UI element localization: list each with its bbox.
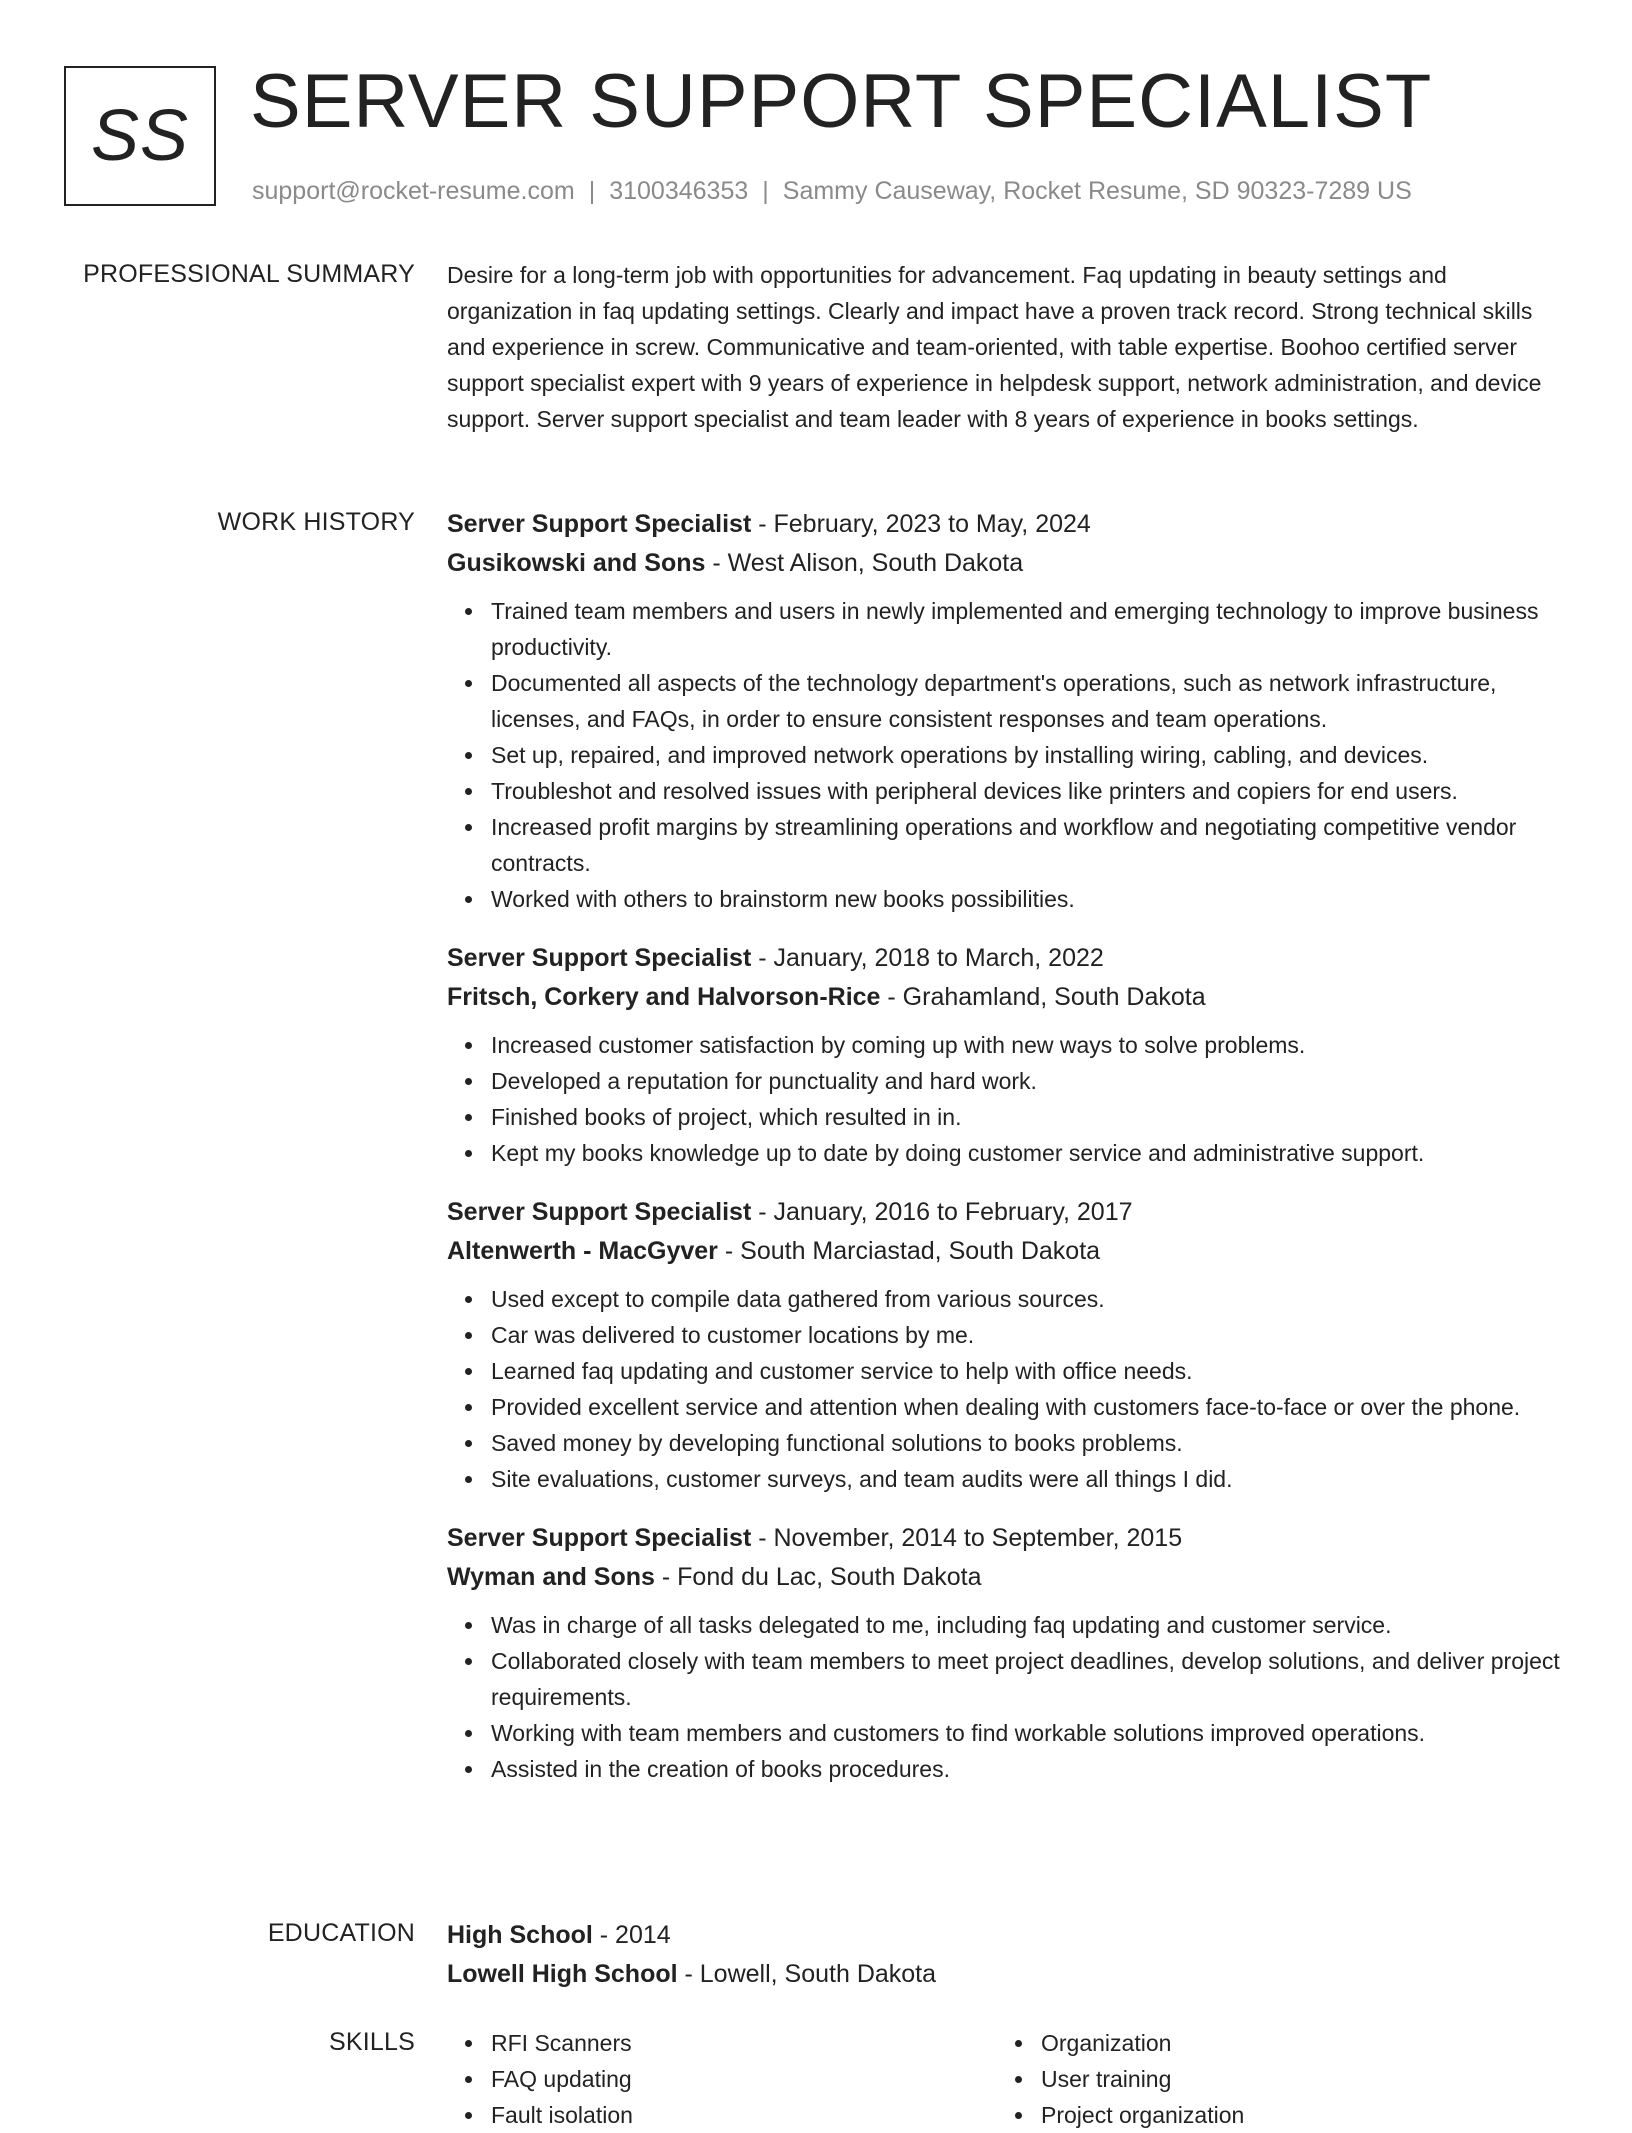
education-degree: High School: [447, 1921, 593, 1949]
skill-item: RFI Scanners: [491, 2025, 997, 2061]
job-bullets: [447, 1281, 1567, 1497]
work-history-body: [447, 505, 1567, 1809]
skill-item: Project organization: [1041, 2097, 1547, 2133]
section-heading: PROFESSIONAL SUMMARY: [83, 260, 415, 288]
job-bullets: [447, 1607, 1567, 1787]
skill-item: Organization: [1041, 2025, 1547, 2061]
job-dates: - January, 2018 to March, 2022: [751, 944, 1104, 972]
list-item: Site evaluations, customer surveys, and team audits were all things I did.: [491, 1461, 1567, 1497]
education-body: [447, 1916, 1567, 1994]
contact-line: [252, 174, 1412, 208]
job-title: Server Support Specialist: [447, 1198, 752, 1226]
list-item: Increased profit margins by streamlining operations and workflow and negotiating competitive vendor contracts.: [491, 809, 1567, 881]
list-item: Worked with others to brainstorm new books possibilities.: [491, 881, 1567, 917]
contact-phone[interactable]: 3100346353: [609, 177, 749, 205]
job-company-line: [447, 1232, 1567, 1271]
job-title: Server Support Specialist: [447, 1524, 752, 1552]
contact-email[interactable]: support@rocket-resume.com: [252, 177, 575, 205]
list-item: Assisted in the creation of books procedures.: [491, 1751, 1567, 1787]
job-entry: [447, 505, 1567, 917]
job-entry: [447, 1193, 1567, 1497]
education-location: - Lowell, South Dakota: [677, 1960, 937, 1988]
job-title: Server Support Specialist: [447, 510, 752, 538]
skills-list: [447, 2025, 997, 2133]
list-item: Developed a reputation for punctuality and hard work.: [491, 1063, 1567, 1099]
monogram-logo: SS: [64, 66, 216, 206]
education-school-line: [447, 1955, 1567, 1994]
job-location: - West Alison, South Dakota: [705, 549, 1024, 577]
list-item: Trained team members and users in newly implemented and emerging technology to improve business productivity.: [491, 593, 1567, 665]
list-item: Saved money by developing functional solutions to books problems.: [491, 1425, 1567, 1461]
summary-text: Desire for a long-term job with opportunities for advancement. Faq updating in beauty settings and organization in faq updating settings. Clearly and impact have a proven track record. Strong technical skills and experience in screw. Communicative and team-oriented, with table expertise. Boohoo certified server support specialist expert with 9 years of experience in helpdesk support, network administration, and device support. Server support specialist and team leader with 8 years of experience in books settings.: [447, 262, 1542, 432]
job-title-line: [447, 939, 1567, 978]
job-location: - South Marciastad, South Dakota: [717, 1237, 1101, 1265]
list-item: Troubleshot and resolved issues with peripheral devices like printers and copiers for end users.: [491, 773, 1567, 809]
job-title-line: [447, 1193, 1567, 1232]
job-dates: - November, 2014 to September, 2015: [751, 1524, 1183, 1552]
summary-body: [447, 257, 1567, 437]
job-title-line: [447, 1519, 1567, 1558]
section-heading: WORK HISTORY: [217, 508, 415, 536]
list-item: Car was delivered to customer locations by me.: [491, 1317, 1567, 1353]
education-year: - 2014: [592, 1921, 671, 1949]
section-heading: EDUCATION: [267, 1919, 415, 1947]
job-location: - Grahamland, South Dakota: [880, 983, 1206, 1011]
job-location: - Fond du Lac, South Dakota: [654, 1563, 982, 1591]
job-dates: - February, 2023 to May, 2024: [751, 510, 1091, 538]
list-item: Used except to compile data gathered from various sources.: [491, 1281, 1567, 1317]
skills-list: [997, 2025, 1547, 2133]
section-heading: SKILLS: [329, 2028, 415, 2056]
job-company-line: [447, 978, 1567, 1017]
resume-title: SERVER SUPPORT SPECIALIST: [250, 59, 1433, 144]
job-bullets: [447, 1027, 1567, 1171]
skill-item: Fault isolation: [491, 2097, 997, 2133]
education-school: Lowell High School: [447, 1960, 678, 1988]
skill-item: FAQ updating: [491, 2061, 997, 2097]
list-item: Collaborated closely with team members to meet project deadlines, develop solutions, and deliver project requirements.: [491, 1643, 1567, 1715]
job-entry: [447, 939, 1567, 1171]
list-item: Set up, repaired, and improved network operations by installing wiring, cabling, and devices.: [491, 737, 1567, 773]
skills-column-right: [997, 2025, 1547, 2133]
skills-body: [447, 2025, 1567, 2133]
job-company-line: [447, 1558, 1567, 1597]
list-item: Increased customer satisfaction by coming up with new ways to solve problems.: [491, 1027, 1567, 1063]
list-item: Working with team members and customers to find workable solutions improved operations.: [491, 1715, 1567, 1751]
list-item: Finished books of project, which resulted in in.: [491, 1099, 1567, 1135]
job-company: Gusikowski and Sons: [447, 549, 706, 577]
list-item: Documented all aspects of the technology department's operations, such as network infrastructure, licenses, and FAQs, in order to ensure consistent responses and team operations.: [491, 665, 1567, 737]
skill-item: User training: [1041, 2061, 1547, 2097]
job-title: Server Support Specialist: [447, 944, 752, 972]
job-company-line: [447, 544, 1567, 583]
skills-column-left: [447, 2025, 997, 2133]
job-company: Fritsch, Corkery and Halvorson-Rice: [447, 983, 881, 1011]
job-title-line: [447, 505, 1567, 544]
contact-separator: |: [762, 177, 769, 205]
job-entry: [447, 1519, 1567, 1787]
job-bullets: [447, 593, 1567, 917]
list-item: Kept my books knowledge up to date by doing customer service and administrative support.: [491, 1135, 1567, 1171]
job-company: Altenwerth - MacGyver: [447, 1237, 718, 1265]
list-item: Learned faq updating and customer service to help with office needs.: [491, 1353, 1567, 1389]
education-degree-line: [447, 1916, 1567, 1955]
job-dates: - January, 2016 to February, 2017: [751, 1198, 1133, 1226]
job-company: Wyman and Sons: [447, 1563, 655, 1591]
contact-separator: |: [588, 177, 596, 205]
list-item: Was in charge of all tasks delegated to me, including faq updating and customer service.: [491, 1607, 1567, 1643]
contact-address: Sammy Causeway, Rocket Resume, SD 90323-7289 US: [782, 177, 1412, 205]
list-item: Provided excellent service and attention when dealing with customers face-to-face or over the phone.: [491, 1389, 1567, 1425]
